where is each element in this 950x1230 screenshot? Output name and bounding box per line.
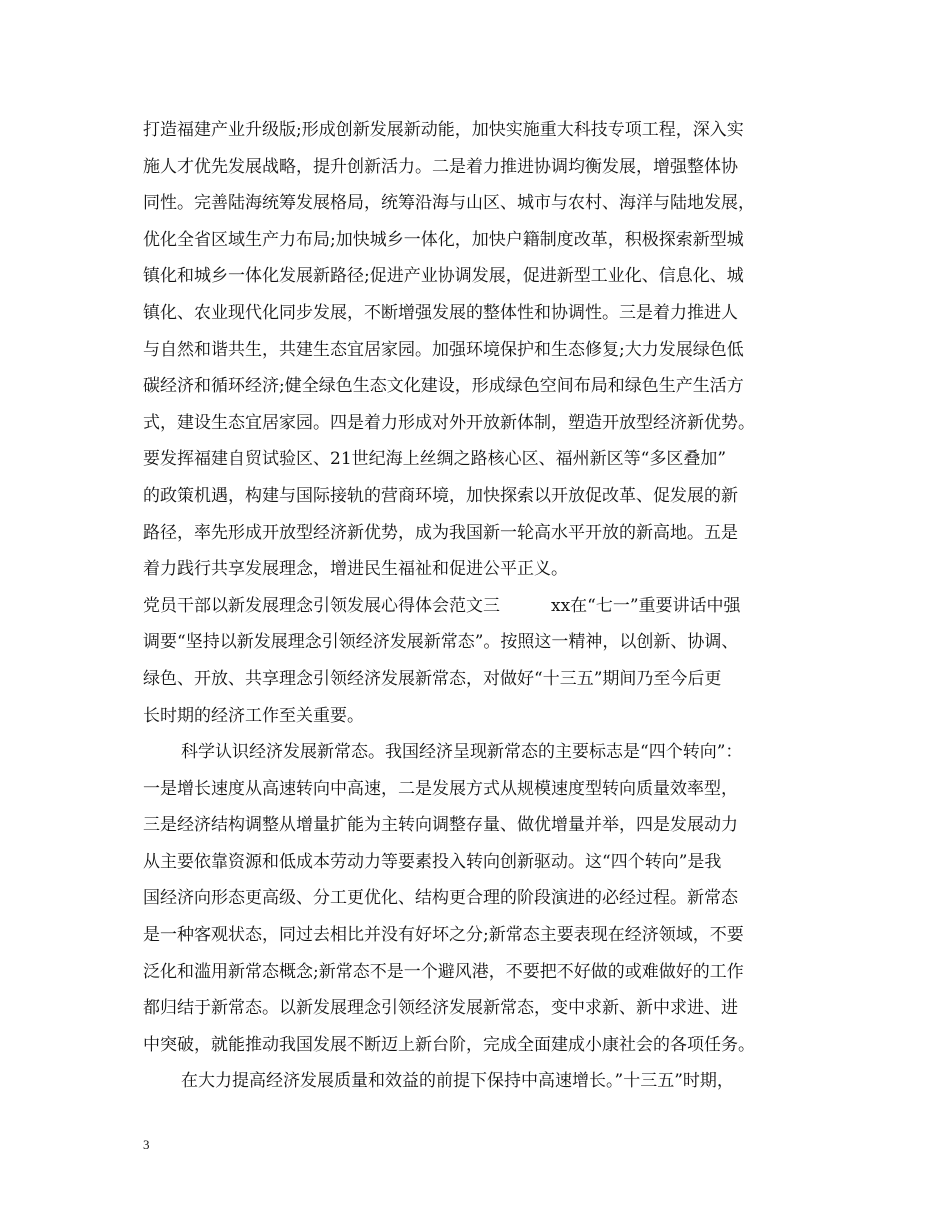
document-body: [143, 112, 833, 1100]
text-line: 一是增长速度从高速转向中高速，二是发展方式从规模速度型转向质量效率型，: [143, 778, 738, 799]
text-line: 与自然和谐共生，共建生态宜居家园。加强环境保护和生态修复;大力发展绿色低: [143, 339, 744, 360]
text-line: 从主要依靠资源和低成本劳动力等要素投入转向创新驱动。这“四个转向”是我: [143, 851, 722, 872]
text-line: 优化全省区域生产力布局;加快城乡一体化，加快户籍制度改革，积极探索新型城: [143, 229, 744, 250]
text-line: 中突破，就能推动我国发展不断迈上新台阶，完成全面建成小康社会的各项任务。: [143, 1034, 755, 1055]
text-line: 碳经济和循环经济;健全绿色生态文化建设，形成绿色空间布局和绿色生产生活方: [143, 376, 744, 397]
text-line: 式，建设生态宜居家园。四是着力形成对外开放新体制，塑造开放型经济新优势。: [143, 412, 755, 433]
page-number: 3: [143, 1137, 150, 1152]
text-line: 镇化、农业现代化同步发展，不断增强发展的整体性和协调性。三是着力推进人: [143, 302, 738, 323]
text-line: 路径，率先形成开放型经济新优势，成为我国新一轮高水平开放的新高地。五是: [143, 522, 738, 543]
text-line: 泛化和滥用新常态概念;新常态不是一个避风港，不要把不好做的或难做好的工作: [143, 961, 744, 982]
text-line: 三是经济结构调整从增量扩能为主转向调整存量、做优增量并举，四是发展动力: [143, 815, 738, 836]
text-line: 是一种客观状态，同过去相比并没有好坏之分;新常态主要表现在经济领域，不要: [143, 925, 744, 946]
text-line: 打造福建产业升级版;形成创新发展新动能，加快实施重大科技专项工程，深入实: [143, 120, 744, 140]
section-heading-line: 党员干部以新发展理念引领发展心得体会范文三 xx在“七一”重要讲话中强: [143, 595, 741, 616]
text-line: 施人才优先发展战略，提升创新活力。二是着力推进协调均衡发展，增强整体协: [143, 156, 738, 177]
text-line: 着力践行共享发展理念，增进民生福祉和促进公平正义。: [143, 559, 568, 580]
text-line: 国经济向形态更高级、分工更优化、结构更合理的阶段演进的必经过程。新常态: [143, 888, 738, 909]
paragraph-first-line: 在大力提高经济发展质量和效益的前提下保持中高速增长。”十三五”时期，: [181, 1071, 734, 1092]
text-line: 的政策机遇，构建与国际接轨的营商环境，加快探索以开放促改革、促发展的新: [143, 485, 738, 506]
text-line: 调要“坚持以新发展理念引领经济发展新常态”。按照这一精神，以创新、协调、: [143, 632, 739, 653]
text-line: 都归结于新常态。以新发展理念引领经济发展新常态，变中求新、新中求进、进: [143, 998, 738, 1019]
text-line: 绿色、开放、共享理念引领经济发展新常态，对做好“十三五”期间乃至今后更: [143, 668, 722, 689]
paragraph-first-line: 科学认识经济发展新常态。我国经济呈现新常态的主要标志是“四个转向”：: [181, 742, 743, 763]
text-line: 长时期的经济工作至关重要。: [143, 705, 364, 726]
text-line: 要发挥福建自贸试验区、21世纪海上丝绸之路核心区、福州新区等“多区叠加”: [143, 449, 727, 470]
text-line: 镇化和城乡一体化发展新路径;促进产业协调发展，促进新型工业化、信息化、城: [143, 266, 744, 287]
text-line: 同性。完善陆海统筹发展格局，统筹沿海与山区、城市与农村、海洋与陆地发展，: [143, 193, 755, 214]
